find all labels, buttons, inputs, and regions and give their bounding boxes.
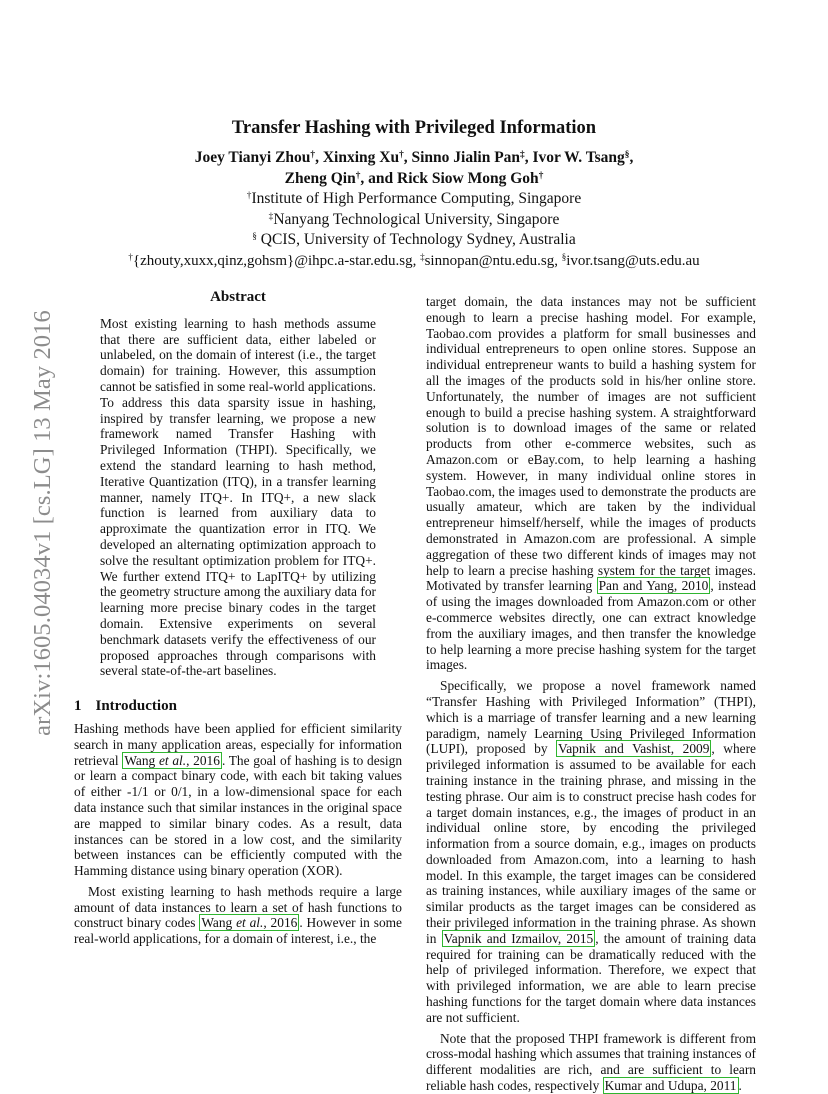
citation-link[interactable]: Pan and Yang, 2010 bbox=[598, 578, 709, 594]
author-line-1: Joey Tianyi Zhou†, Xinxing Xu†, Sinno Jialin Pan‡, Ivor W. Tsang§, bbox=[194, 149, 634, 166]
right-column bbox=[426, 294, 756, 1094]
citation-etal: et al. bbox=[236, 915, 264, 931]
citation-author: Wang bbox=[201, 915, 237, 931]
citation-link[interactable]: Vapnik and Vashist, 2009 bbox=[558, 741, 710, 757]
affiliation-mark: † bbox=[246, 190, 252, 201]
affiliation-mark: ‡ bbox=[520, 149, 525, 160]
email-line bbox=[0, 251, 828, 272]
paragraph-text: . bbox=[738, 1078, 742, 1094]
section-title: Introduction bbox=[95, 698, 177, 715]
paragraph-text: . The goal of hashing is to design or learn a compact binary code, with each bit taking values of either -1/1 or 0/1, in a low-dimensional space for each data instance such that similar instances in the original space are mapped to similar binary codes. As a result, data instances can be stored in a low cost, and the similarity between instances can be efficiently computed with the Hamming distance using binary operation (XOR). bbox=[74, 752, 403, 879]
citation-etal: et al. bbox=[158, 752, 187, 768]
email-address[interactable]: ivor.tsang@uts.edu.au bbox=[566, 252, 700, 269]
author-name: Zheng Qin bbox=[284, 170, 356, 187]
affiliation-text: Institute of High Performance Computing, Singapore bbox=[251, 190, 582, 207]
section-heading-introduction bbox=[74, 699, 402, 715]
citation-author: Wang bbox=[124, 752, 159, 768]
citation-link[interactable]: Kumar and Udupa, 2011 bbox=[604, 1078, 737, 1094]
paragraph-text: . However in some real-world applications, for a domain of interest, i.e., the bbox=[74, 915, 402, 947]
affiliation-mark: † bbox=[538, 170, 544, 181]
affiliation-mark: ‡ bbox=[268, 211, 274, 222]
affiliation-mark: § bbox=[561, 251, 567, 262]
author-name: Xinxing Xu bbox=[322, 149, 400, 166]
paragraph-text: Hashing methods have been applied for efficient similarity search in many application areas, especially for information retrieval bbox=[74, 720, 402, 768]
affiliation-mark: † bbox=[310, 149, 316, 160]
affiliation-mark: § bbox=[252, 231, 257, 242]
author-name: Rick Siow Mong Goh bbox=[397, 170, 539, 187]
paragraph-text: , instead of using the images downloaded from Amazon.com or other e-commerce websites directly, one can extract knowledge from the auxiliary images, and then transfer the knowledge to help learning a more precise hashing system for the target images. bbox=[426, 578, 756, 673]
author-list bbox=[0, 147, 828, 189]
left-column bbox=[74, 290, 402, 947]
email-address[interactable]: {zhouty,xuxx,qinz,gohsm}@ihpc.a-star.edu.sg, bbox=[132, 252, 417, 269]
affiliation-line bbox=[0, 210, 828, 231]
author-name: Ivor W. Tsang bbox=[532, 149, 625, 166]
intro-paragraph-2-continued bbox=[426, 294, 756, 673]
affiliation-line bbox=[0, 189, 828, 210]
citation-year: , 2016 bbox=[263, 915, 298, 931]
affiliation-mark: ‡ bbox=[420, 251, 425, 262]
affiliation-mark: † bbox=[128, 251, 133, 262]
arxiv-stamp-text: arXiv:1605.04034v1 [cs.LG] 13 May 2016 bbox=[29, 310, 56, 736]
author-line-2: Zheng Qin†, and Rick Siow Mong Goh† bbox=[284, 170, 544, 187]
paper-header bbox=[0, 118, 828, 272]
intro-paragraph-2 bbox=[74, 884, 402, 947]
section-number: 1 bbox=[74, 698, 82, 715]
paragraph-continuation bbox=[426, 294, 756, 673]
intro-paragraph-1 bbox=[74, 721, 402, 879]
abstract-text: Most existing learning to hash methods assume that there are sufficient data, either labeled or unlabeled, on the domain of interest (i.e., the target domain) for training. However, this assumption cannot be satisfied in some real-world applications. To address this data sparsity issue in hashing, inspired by transfer learning, we propose a new framework named Transfer Hashing with Privileged Information (THPI). Specifically, we extend the standard learning to hash method, Iterative Quantization (ITQ), in a transfer learning manner, namely ITQ+. In ITQ+, a new slack function is learned from auxiliary data to approximate the quantization error in ITQ. We developed an alternating optimization approach to solve the resultant optimization problem for ITQ+. We further extend ITQ+ to LapITQ+ by utilizing the geometry structure among the auxiliary data for learning more precise binary codes in the target domain. Extensive experiments on several benchmark datasets verify the effectiveness of our proposed approaches through comparisons with several state-of-the-art baselines. bbox=[100, 315, 376, 679]
intro-paragraph-4 bbox=[426, 1031, 756, 1094]
paragraph-text: Most existing learning to hash methods require a large amount of data instances to learn a set of hash functions to construct binary codes bbox=[74, 883, 402, 931]
citation-year: , 2016 bbox=[186, 752, 220, 768]
paragraph-text: Note that the proposed THPI framework is different from cross-modal hashing which assumes that training instances of different modalities are rich, and are sufficient to learn reliable hash codes, respectively bbox=[426, 1030, 756, 1094]
author-name: Joey Tianyi Zhou bbox=[194, 149, 311, 166]
affiliation-text: QCIS, University of Technology Sydney, Australia bbox=[256, 231, 576, 248]
paragraph-text: , where privileged information is assumed to be available for each training instance in the training phrase, and missing in the testing phrase. Our aim is to construct precise hash codes for a target domain instances, e.g., the images of product in an individual online store, by encoding the privileged information from a source domain, e.g., images on products downloaded from Amazon.com, into a learning to hash model. In this example, the target images can be considered as training instances, while auxiliary images of the same or similar products as the target images can be considered as their privileged information in the training phrase. As shown in bbox=[426, 741, 756, 946]
paragraph-text: target domain, the data instances may not be sufficient enough to learn a precise hashing model. For example, Taobao.com provides a platform for small businesses and individual entrepreneurs to open online stores. Suppose an individual entrepreneur wants to build a hashing system for all the images of the products sold in his/her online store. Unfortunately, the number of images are not sufficient enough to build a precise hashing system. A straightforward solution is to download images of the same or related products from other e-commerce websites, such as Amazon.com or eBay.com, to help learning a hashing system. However, in many individual online stores in Taobao.com, the images used to demonstrate the products are usually amateur, which are taken by the individual entrepreneur himself/herself, while the images of products demonstrated in Amazon.com are professional. A simple aggregation of these two different kinds of images may not help to learn a precise hashing system for the target images. Motivated by transfer learning bbox=[426, 294, 756, 594]
email-address[interactable]: sinnopan@ntu.edu.sg, bbox=[424, 252, 558, 269]
author-name: Sinno Jialin Pan bbox=[411, 149, 521, 166]
affiliation-mark: † bbox=[399, 149, 404, 160]
paper-title: Transfer Hashing with Privileged Information bbox=[231, 118, 597, 138]
citation-link[interactable]: Vapnik and Izmailov, 2015 bbox=[443, 930, 594, 946]
affiliation-text: Nanyang Technological University, Singapore bbox=[273, 210, 560, 228]
paragraph-text: Specifically, we propose a novel framework named “Transfer Hashing with Privileged Information” (THPI), which is a marriage of transfer learning and a new learning paradigm, namely Learning Using Privileged Information (LUPI), proposed by bbox=[426, 678, 756, 757]
affiliation-line bbox=[0, 230, 828, 251]
affiliation-mark: † bbox=[355, 170, 361, 181]
author-conjunction: and bbox=[368, 170, 394, 187]
citation-link[interactable] bbox=[122, 752, 222, 769]
citation-link[interactable] bbox=[199, 914, 299, 931]
abstract-heading: Abstract bbox=[210, 289, 266, 305]
arxiv-stamp bbox=[28, 288, 58, 758]
affiliation-mark: § bbox=[624, 149, 630, 160]
intro-paragraph-3 bbox=[426, 678, 756, 1026]
paragraph-text: , the amount of training data required for training can be dramatically reduced with the help of privileged information. Therefore, we expect that with privileged information, we are able to learn precise hashing functions for the target domain where data instances are not sufficient. bbox=[426, 930, 757, 1025]
